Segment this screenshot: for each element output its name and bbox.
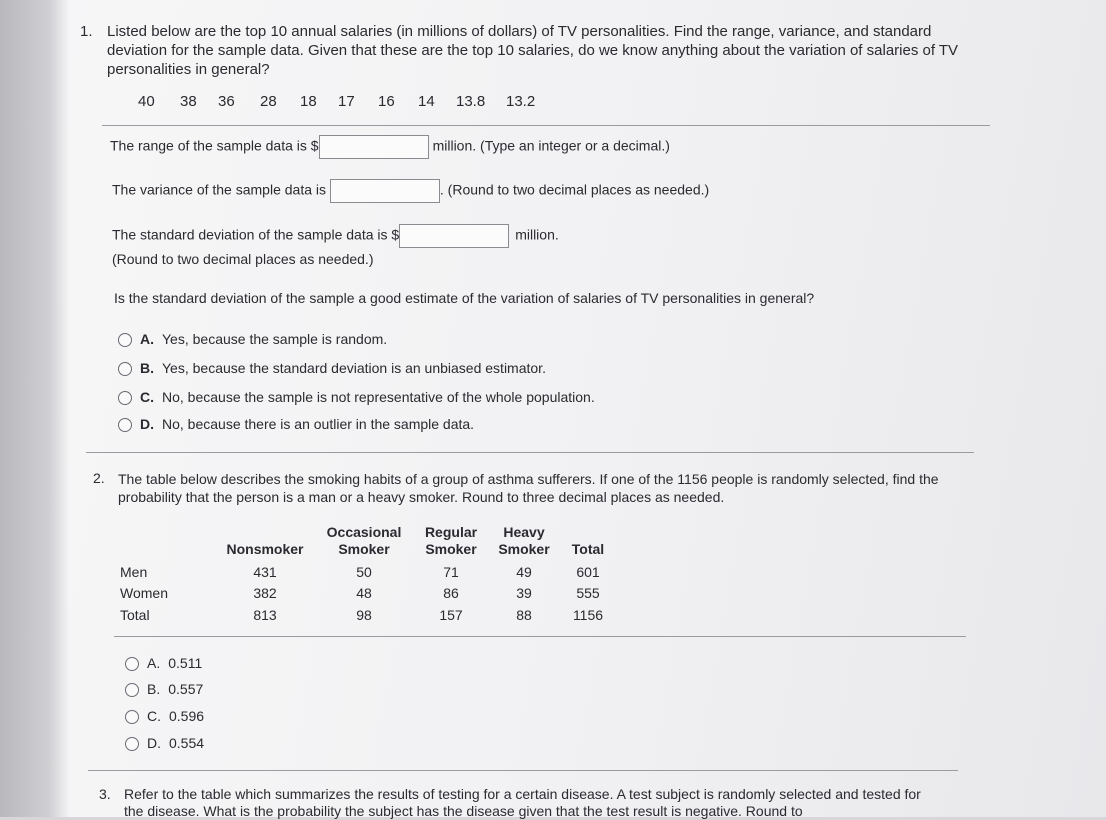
variance-answer-input[interactable] [330,179,440,203]
range-answer-input[interactable] [319,135,429,159]
q1-choice-c[interactable] [118,389,595,405]
radio-button[interactable] [118,418,132,432]
range-suffix: million. (Type an integer or a decimal.) [432,137,670,154]
data-value: 14 [418,93,435,110]
radio-button[interactable] [125,710,139,724]
data-value: 18 [300,93,317,110]
divider [88,770,958,771]
divider [114,636,966,637]
row-label: Men [120,564,148,580]
q2-choice-b[interactable] [125,681,203,697]
choice-text: 0.554 [169,735,205,751]
choice-text: 0.557 [168,681,204,697]
table-cell: 39 [516,585,532,601]
table-cell: 88 [516,607,532,623]
header-line-1: Heavy [503,524,545,540]
choice-letter: B. [140,360,154,376]
radio-button[interactable] [118,391,132,405]
range-prefix: The range of the sample data is $ [110,137,319,154]
data-value: 16 [378,93,395,110]
data-value: 40 [138,93,155,110]
table-cell: 555 [576,585,600,601]
radio-button[interactable] [125,683,139,697]
choice-text: 0.596 [169,708,205,724]
header-line-1 [220,524,310,541]
header-line-2: Total [571,541,605,557]
q2-choice-d[interactable] [125,735,204,751]
choice-letter: B. [147,681,161,697]
sd-prefix: The standard deviation of the sample data is $ [112,226,400,243]
choice-letter: A. [147,655,161,671]
choice-text: 0.511 [168,655,203,671]
sd-suffix: million. [515,226,559,243]
radio-button[interactable] [118,362,132,376]
q2-choice-c[interactable] [125,708,204,724]
divider [102,125,990,126]
divider [86,452,974,453]
header-line-2: Smoker [338,541,390,557]
q2-number: 2. [93,470,105,486]
column-header [320,524,408,558]
radio-button[interactable] [125,737,139,751]
choice-letter: C. [140,389,154,405]
choice-letter: A. [140,331,154,347]
radio-button[interactable] [125,657,139,671]
table-cell: 98 [356,607,372,623]
column-header [220,524,310,558]
choice-text: Yes, because the sample is random. [162,331,388,347]
column-header [568,524,608,558]
column-header [495,524,553,558]
table-cell: 86 [443,585,459,601]
choice-text: No, because the sample is not representative of the whole population. [162,389,595,405]
choice-letter: D. [140,416,154,432]
sd-note: (Round to two decimal places as needed.) [112,251,374,267]
q3-text: Refer to the table which summarizes the results of testing for a certain disease. A test subject is randomly selected and tested for the disease. What is the probability the subject has the disease given that the test result is negative. Round to [124,786,921,819]
table-cell: 49 [516,564,532,580]
table-cell: 71 [443,564,459,580]
q1-choice-a[interactable] [118,331,387,347]
q2-text: The table below describes the smoking habits of a group of asthma sufferers. If one of the 1156 people is randomly selected, find the probability that the person is a man or a heavy smoker. Round to three decimal places as needed. [118,471,939,505]
data-value: 17 [338,93,355,110]
table-cell: 50 [356,564,372,580]
q2-choice-a[interactable] [125,655,202,671]
q1-number: 1. [80,23,93,40]
header-line-1: Occasional [326,524,402,540]
range-line [110,135,670,159]
data-value: 36 [218,93,235,110]
header-line-1 [568,524,608,541]
table-cell: 813 [253,607,277,623]
table-cell: 431 [253,564,277,580]
sd-answer-input[interactable] [399,224,509,248]
q1-text: Listed below are the top 10 annual salaries (in millions of dollars) of TV personalities. Find the range, variance, and standard deviation for the sample data. Given that these are the top 10 salaries, do we know anything about the variation of salaries of TV personalities in general? [107,23,959,78]
choice-letter: C. [147,708,161,724]
header-line-2: Nonsmoker [226,541,304,557]
table-cell: 157 [439,607,463,623]
table-cell: 1156 [572,607,604,623]
table-cell: 601 [576,564,600,580]
table-cell: 48 [356,585,372,601]
radio-button[interactable] [118,333,132,347]
variance-prefix: The variance of the sample data is [112,181,327,198]
variance-suffix: . (Round to two decimal places as needed.) [439,181,710,198]
page-shadow [0,0,70,817]
data-value: 28 [260,93,277,110]
choice-letter: D. [147,735,161,751]
data-value: 38 [180,93,197,110]
q1-choice-d[interactable] [118,416,474,432]
q1-choice-b[interactable] [118,360,546,376]
data-value: 13.8 [456,93,486,110]
variance-line [112,179,709,203]
data-value: 13.2 [506,93,536,110]
header-line-2: Smoker [425,541,477,557]
choice-text: No, because there is an outlier in the sample data. [162,416,475,432]
table-cell: 382 [253,585,277,601]
row-label: Women [120,585,168,601]
header-line-2: Smoker [498,541,550,557]
header-line-1: Regular [424,524,478,540]
column-header [420,524,482,558]
row-label: Total [120,607,150,623]
q1-question: Is the standard deviation of the sample a good estimate of the variation of salaries of TV personalities in general? [114,290,815,306]
q3-number: 3. [99,786,111,802]
choice-text: Yes, because the standard deviation is an unbiased estimator. [162,360,546,376]
sd-line [112,224,559,248]
